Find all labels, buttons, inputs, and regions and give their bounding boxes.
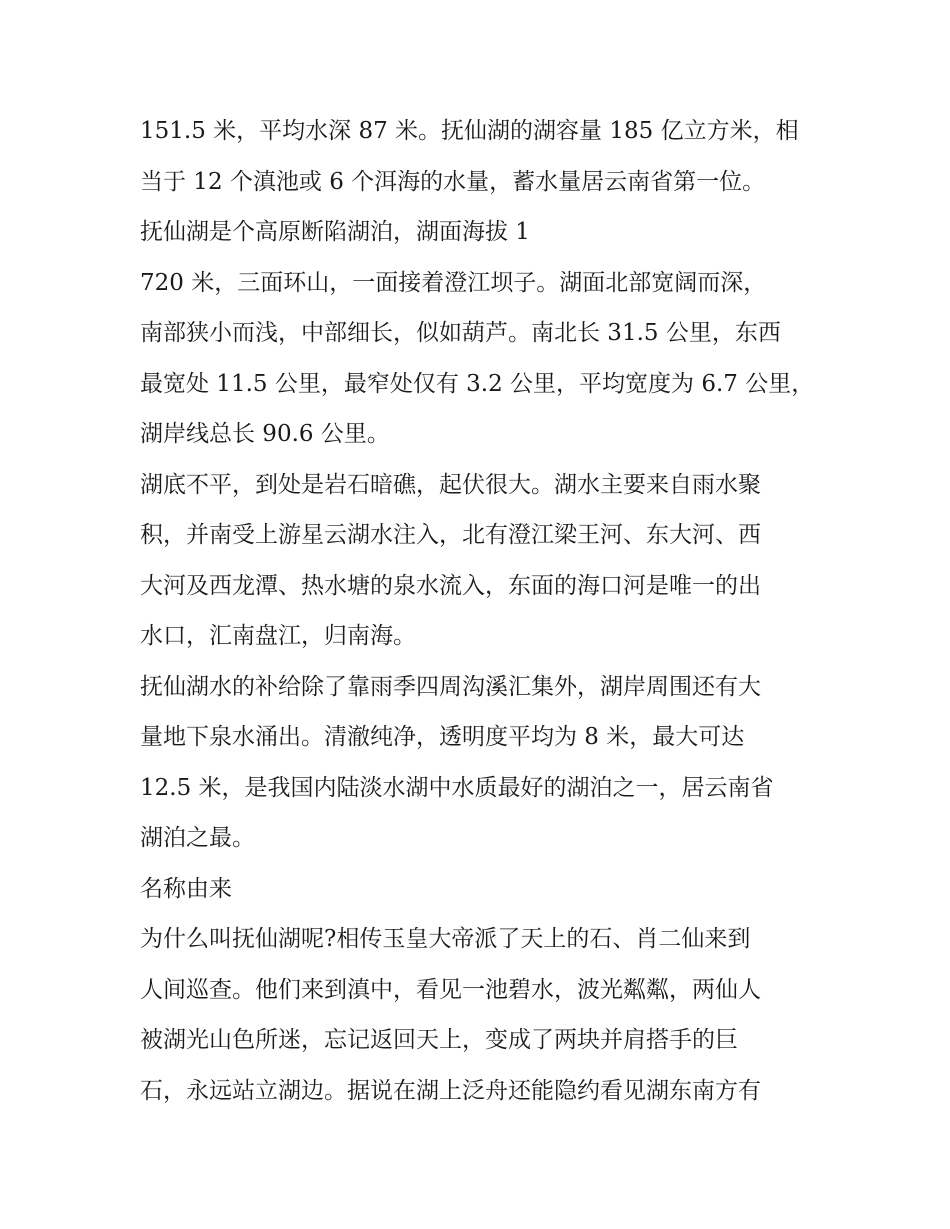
text-line: 大河及西龙潭、热水塘的泉水流入，东面的海口河是唯一的出 — [140, 572, 761, 599]
section-heading: 名称由来 — [140, 875, 232, 902]
text-line: 湖岸线总长 90.6 公里。 — [140, 421, 390, 447]
text-line: 当于 12 个滇池或 6 个洱海的水量，蓄水量居云南省第一位。 — [140, 168, 766, 195]
text-line: 湖泊之最。 — [140, 825, 255, 851]
text-line: 12.5 米，是我国内陆淡水湖中水质最好的湖泊之一，居云南省 — [140, 774, 774, 801]
text-line: 石，永远站立湖边。据说在湖上泛舟还能隐约看见湖东南方有 — [140, 1077, 761, 1104]
document-body — [140, 106, 820, 1116]
text-line: 湖底不平，到处是岩石暗礁，起伏很大。湖水主要来自雨水聚 — [140, 471, 761, 498]
text-line: 151.5 米，平均水深 87 米。抚仙湖的湖容量 185 亿立方米，相 — [140, 118, 799, 144]
text-line: 被湖光山色所迷，忘记返回天上，变成了两块并肩搭手的巨 — [140, 1027, 738, 1053]
text-line: 最宽处 11.5 公里，最窄处仅有 3.2 公里，平均宽度为 6.7 公里， — [140, 370, 815, 397]
text-line: 720 米，三面环山，一面接着澄江坝子。湖面北部宽阔而深， — [140, 269, 767, 296]
text-line: 量地下泉水涌出。清澈纯净，透明度平均为 8 米，最大可达 — [140, 724, 745, 750]
text-line: 为什么叫抚仙湖呢?相传玉皇大帝派了天上的石、肖二仙来到 — [140, 926, 751, 952]
text-line: 水口，汇南盘江，归南海。 — [140, 623, 416, 649]
text-line: 人间巡查。他们来到滇中，看见一池碧水，波光粼粼，两仙人 — [140, 976, 761, 1003]
text-line: 南部狭小而浅，中部细长，似如葫芦。南北长 31.5 公里，东西 — [140, 320, 781, 346]
text-line: 抚仙湖水的补给除了靠雨季四周沟溪汇集外，湖岸周围还有大 — [140, 673, 761, 700]
text-line: 抚仙湖是个高原断陷湖泊，湖面海拔 1 — [140, 219, 530, 245]
text-line: 积，并南受上游星云湖水注入，北有澄江梁王河、东大河、西 — [140, 522, 761, 548]
